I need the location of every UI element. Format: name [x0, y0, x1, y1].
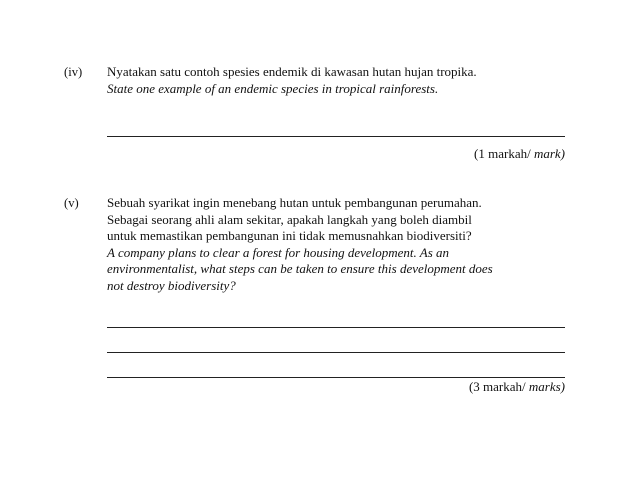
- english-line: environmentalist, what steps can be taken to ensure this development does: [107, 261, 493, 277]
- answer-line[interactable]: [107, 352, 565, 353]
- marks-malay: (1 markah/: [474, 146, 534, 161]
- marks-label: [474, 146, 565, 162]
- malay-line: Sebuah syarikat ingin menebang hutan untuk pembangunan perumahan.: [107, 195, 482, 210]
- marks-malay: (3 markah/: [468, 379, 529, 394]
- english-line: State one example of an endemic species in tropical rainforests.: [107, 80, 439, 96]
- question-number: (v): [64, 196, 79, 210]
- marks-english: mark): [533, 146, 565, 161]
- question-number: (iv): [64, 65, 83, 79]
- answer-line[interactable]: [107, 327, 565, 328]
- english-line: not destroy biodiversity?: [107, 277, 236, 293]
- marks-label: [469, 379, 565, 395]
- marks-english: marks): [528, 379, 565, 394]
- malay-line: Sebagai seorang ahli alam sekitar, apakah langkah yang boleh diambil: [107, 211, 472, 227]
- english-line: A company plans to clear a forest for housing development. As an: [107, 244, 450, 260]
- answer-line[interactable]: [107, 377, 565, 378]
- answer-line[interactable]: [107, 136, 565, 137]
- question-text: [107, 64, 477, 97]
- malay-line: untuk memastikan pembangunan ini tidak memusnahkan biodiversiti?: [107, 228, 472, 244]
- question-text: [107, 195, 493, 295]
- malay-line: Nyatakan satu contoh spesies endemik di kawasan hutan hujan tropika.: [107, 64, 477, 79]
